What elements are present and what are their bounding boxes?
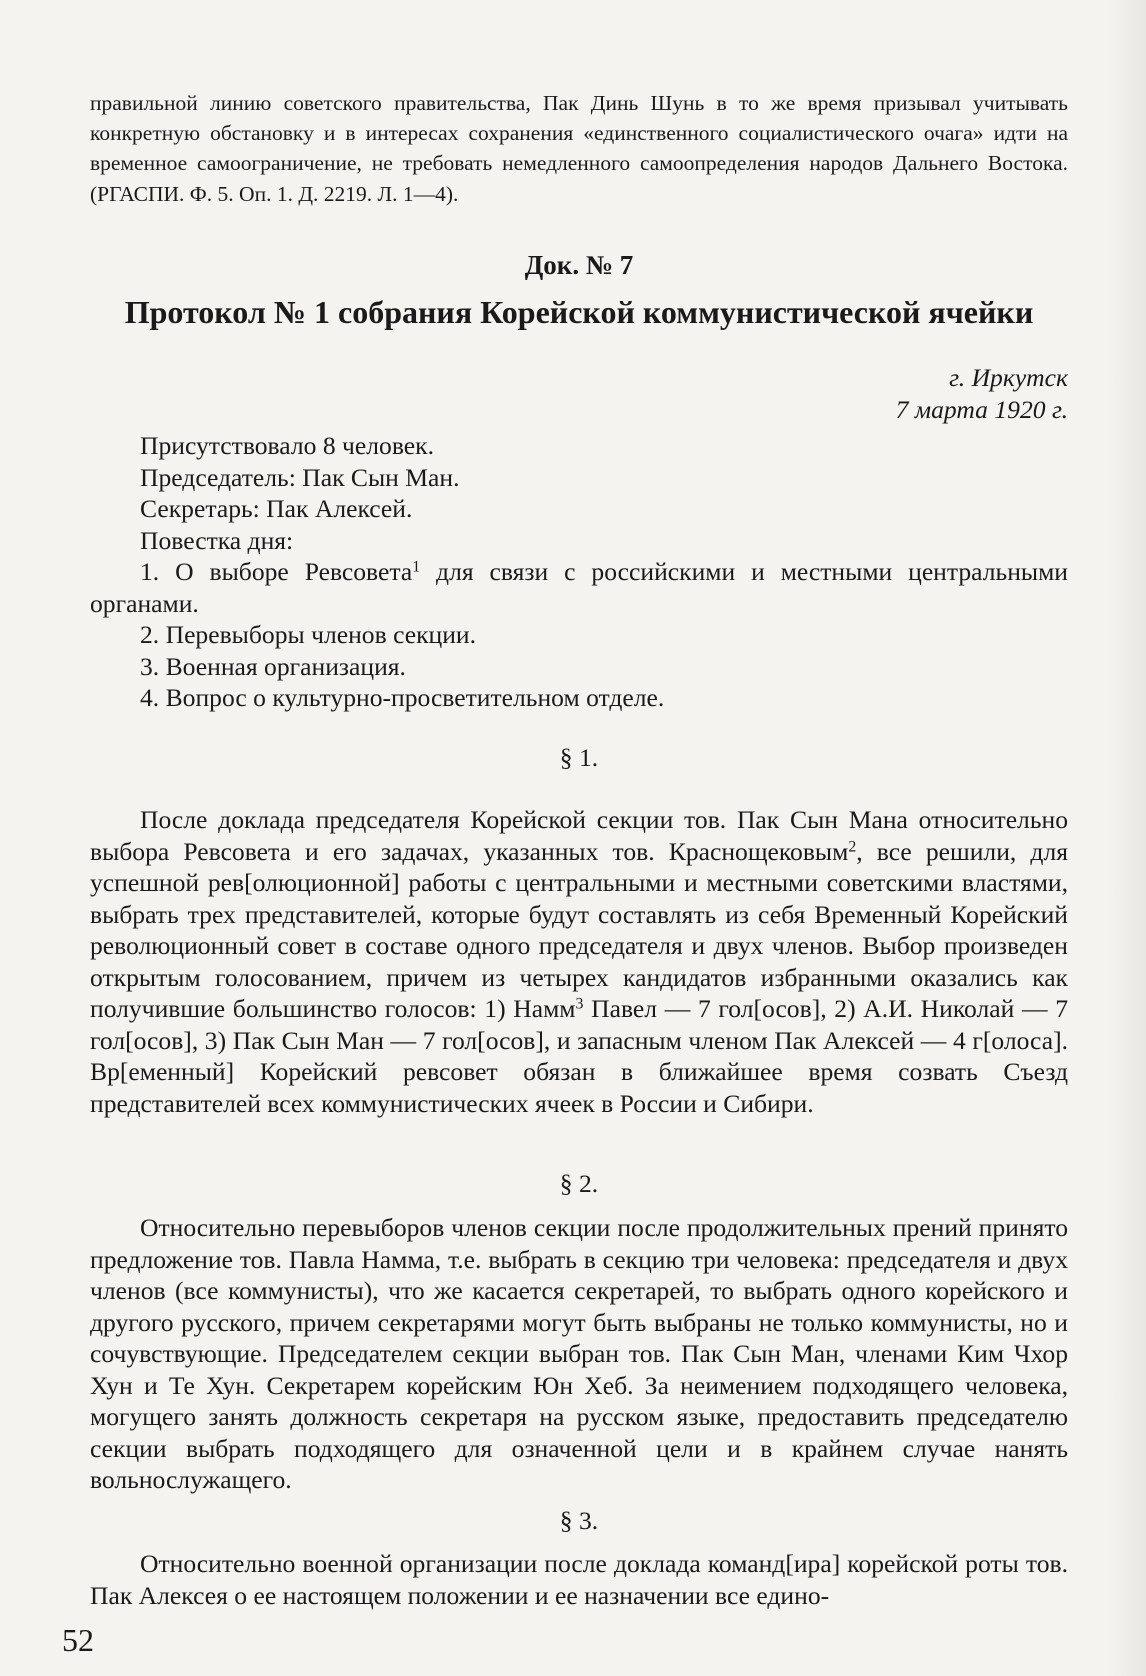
section-3-heading: § 3. [559,1506,599,1535]
section-3-text: Относительно военной организации после доклада команд[ира] корейской роты тов. Пак Алексея о ее настоящем положении и ее назначении все едино- [90,1549,1068,1610]
section-2-text: Относительно перевыборов членов секции после продолжительных прений принято предложение тов. Павла Намма, т.е. выбрать в секцию три человека: председателя и двух членов (все коммунисты), что же касается секретарей, то выбрать одного корейского и другого русского, причем секретарями могут быть выбраны не только коммунисты, но и сочувствующие. Председателем секции выбран тов. Пак Сын Ман, членами Ким Чхор Хун и Те Хун. Секретарем корейским Юн Хеб. За неимением подходящего человека, могущего занять должность секретаря на русском языке, предоставить председателю секции выбрать подходящего для означенной цели и в крайнем случае нанять вольнослужащего. [90,1213,1068,1494]
document-number: Док. № 7 [524,250,634,280]
continuation-text: правильной линию советского правительства, Пак Динь Шунь в то же время призывал учитывать конкретную обстановку и в интересах сохранения «единственного социалистического очага» идти на временное самоограничение, не требовать немедленного самоопределения народов Дальнего Востока. (РГАСПИ. Ф. 5. Оп. 1. Д. 2219. Л. 1—4). [90,91,1068,206]
agenda-label: Повестка дня: [140,525,294,555]
agenda-item-1-text: 1. О выборе Ревсовета [140,557,413,586]
agenda-item-1-text-rest: для связи с российскими и местными центральными органами. [90,557,1068,618]
continuation-paragraph [90,88,1068,209]
attendance-block [90,430,1068,714]
present-line: Присутствовало 8 человек. [140,431,434,460]
document-title: Протокол № 1 собрания Корейской коммунистической ячейки [124,294,1034,330]
section-1-heading: § 1. [559,743,599,772]
chair-line: Председатель: Пак Сын Ман. [140,462,460,492]
section-1-paragraph [90,804,1068,1119]
place: г. Иркутск [949,363,1068,392]
section-3-paragraph [90,1548,1068,1611]
footnote-mark-2: 2 [848,837,857,855]
footnote-mark-3: 3 [575,995,584,1013]
footnote-mark-1: 1 [412,558,421,576]
section-1-text-b: , все решили, для успешной рев[олюционной] работы с центральными и местными советскими властями, выбрать трех представителей, которые будут составлять из себя Временный Корейский революционный совет в составе одного председателя и двух членов. Выбор произведен открытым голосованием, причем из четырех кандидатов избранными оказались как получившие большинство голосов: 1) Намм [90,836,1068,1023]
agenda-item-1 [90,556,1068,619]
agenda-item-2: 2. Перевыборы членов секции. [140,620,477,649]
agenda-item-4: 4. Вопрос о культурно-просветительном отделе. [140,683,665,712]
secretary-line: Секретарь: Пак Алексей. [140,494,413,523]
date: 7 марта 1920 г. [895,394,1068,424]
section-2-paragraph [90,1212,1068,1496]
place-date [90,362,1068,425]
section-1-text-a: После доклада председателя Корейской секции тов. Пак Сын Мана относительно выбора Ревсовета и его задачах, указанных тов. Краснощековым [90,805,1068,866]
agenda-item-3: 3. Военная организация. [140,651,406,681]
section-2-heading: § 2. [559,1169,599,1198]
page-edge-shadow [1108,0,1146,1676]
page-number: 52 [62,1622,94,1658]
section-1-text-c: Павел — 7 гол[осов], 2) А.И. Николай — 7 гол[осов], 3) Пак Сын Ман — 7 гол[осов], и запасным членом Пак Алексей — 4 г[олоса]. Вр[еменный] Корейский ревсовет обязан в ближайшее время созвать Съезд представителей всех коммунистических ячеек в России и Сибири. [90,994,1069,1118]
